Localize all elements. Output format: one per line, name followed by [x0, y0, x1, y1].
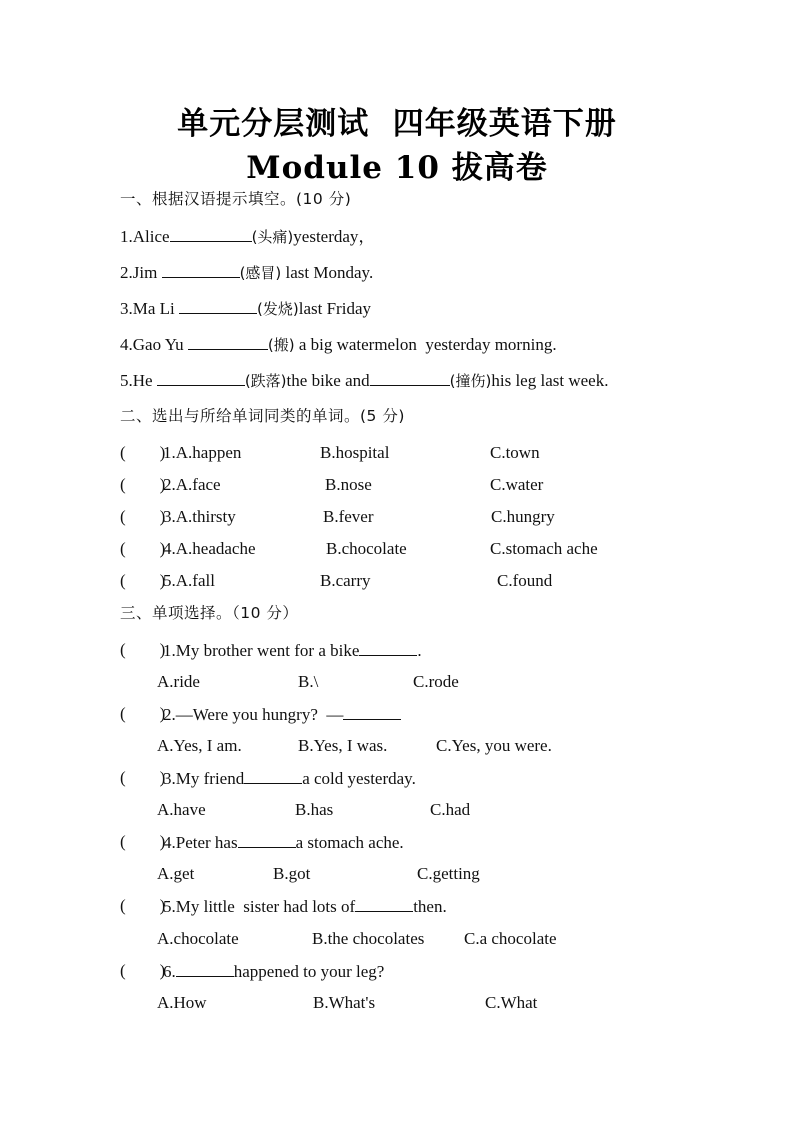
- item-text: his leg last week.: [491, 371, 609, 390]
- answer-blank[interactable]: [170, 225, 252, 242]
- answer-blank[interactable]: [188, 333, 268, 350]
- answer-blank[interactable]: [244, 767, 302, 784]
- answer-paren[interactable]: ( ): [120, 475, 166, 494]
- answer-paren[interactable]: ( ): [120, 961, 166, 980]
- option-c: C.What: [485, 993, 538, 1012]
- option-c: C.hungry: [491, 507, 555, 526]
- hint-text: (头痛): [251, 228, 294, 246]
- item-text: last Friday: [298, 299, 371, 318]
- option-b: B.got: [273, 864, 311, 883]
- answer-paren[interactable]: ( ): [120, 571, 166, 590]
- hint-text: (撞伤): [449, 372, 492, 390]
- answer-paren[interactable]: ( ): [120, 832, 166, 851]
- item-text: 2.Jim: [120, 263, 162, 282]
- answer-blank[interactable]: [343, 703, 401, 720]
- option-b: B.fever: [323, 507, 374, 526]
- option-a: A.How: [157, 993, 207, 1012]
- question-text: then.: [413, 897, 447, 916]
- answer-paren[interactable]: ( ): [120, 896, 166, 915]
- question-6: [163, 960, 384, 983]
- option-b: B.Yes, I was.: [298, 736, 388, 755]
- section1-item-3: [120, 297, 371, 320]
- question-3: [163, 767, 416, 790]
- question-text: 6.: [163, 962, 176, 981]
- option-c: C.found: [497, 571, 553, 590]
- option-a: 4.A.headache: [163, 539, 256, 558]
- hint-text: (感冒): [239, 264, 282, 282]
- option-c: C.rode: [413, 672, 459, 691]
- option-b: B.\: [298, 672, 319, 691]
- answer-paren[interactable]: ( ): [120, 640, 166, 659]
- answer-paren[interactable]: ( ): [120, 704, 166, 723]
- section2-heading: 二、选出与所给单词同类的单词。(5 分): [120, 407, 405, 425]
- question-2: [163, 703, 401, 726]
- item-text: the bike and: [286, 371, 370, 390]
- answer-blank[interactable]: [157, 369, 245, 386]
- question-text: happened to your leg?: [233, 962, 385, 981]
- question-text: .: [417, 641, 422, 660]
- option-c: C.a chocolate: [464, 929, 557, 948]
- option-c: C.town: [490, 443, 540, 462]
- item-text: 5.He: [120, 371, 157, 390]
- question-5: [163, 895, 447, 918]
- question-text: a stomach ache.: [295, 833, 404, 852]
- option-b: B.What's: [313, 993, 376, 1012]
- option-a: 1.A.happen: [163, 443, 242, 462]
- option-b: B.has: [295, 800, 334, 819]
- option-a: 2.A.face: [163, 475, 221, 494]
- item-text: 1.Alice: [120, 227, 170, 246]
- answer-paren[interactable]: ( ): [120, 768, 166, 787]
- worksheet-subtitle: Module 10 拔高卷: [246, 150, 548, 186]
- option-c: C.stomach ache: [490, 539, 598, 558]
- option-b: B.hospital: [320, 443, 390, 462]
- option-a: 3.A.thirsty: [163, 507, 236, 526]
- option-a: A.get: [157, 864, 195, 883]
- option-b: B.chocolate: [326, 539, 407, 558]
- item-text: 4.Gao Yu: [120, 335, 188, 354]
- option-b: B.nose: [325, 475, 372, 494]
- answer-blank[interactable]: [238, 831, 296, 848]
- hint-text: (发烧): [257, 300, 299, 318]
- answer-blank[interactable]: [179, 297, 257, 314]
- hint-text: (跌落): [244, 372, 287, 390]
- section1-item-5: [120, 369, 608, 392]
- option-a: A.ride: [157, 672, 200, 691]
- item-text: last Monday.: [281, 263, 374, 282]
- question-text: 2.—Were you hungry? —: [163, 705, 344, 724]
- answer-paren[interactable]: ( ): [120, 507, 166, 526]
- option-c: C.getting: [417, 864, 480, 883]
- worksheet-title: 单元分层测试 四年级英语下册: [177, 106, 617, 142]
- option-a: 5.A.fall: [163, 571, 215, 590]
- option-c: C.Yes, you were.: [436, 736, 552, 755]
- hint-text: (搬): [267, 336, 295, 354]
- option-c: C.water: [490, 475, 544, 494]
- section1-item-1: [120, 225, 375, 248]
- section1-item-2: [120, 261, 373, 284]
- item-text: yesterday，: [293, 227, 376, 246]
- answer-paren[interactable]: ( ): [120, 539, 166, 558]
- question-1: [163, 639, 422, 662]
- answer-blank[interactable]: [370, 369, 450, 386]
- answer-blank[interactable]: [359, 639, 417, 656]
- item-text: 3.Ma Li: [120, 299, 180, 318]
- question-text: a cold yesterday.: [302, 769, 416, 788]
- question-text: 5.My little sister had lots of: [163, 897, 356, 916]
- answer-paren[interactable]: ( ): [120, 443, 166, 462]
- question-text: 3.My friend: [163, 769, 245, 788]
- answer-blank[interactable]: [176, 960, 234, 977]
- option-a: A.Yes, I am.: [157, 736, 242, 755]
- section1-item-4: [120, 333, 557, 356]
- section3-heading: 三、单项选择。（10 分）: [120, 604, 299, 622]
- answer-blank[interactable]: [162, 261, 240, 278]
- question-4: [163, 831, 404, 854]
- option-b: B.carry: [320, 571, 371, 590]
- question-text: 1.My brother went for a bike: [163, 641, 360, 660]
- item-text: a big watermelon yesterday morning.: [294, 335, 557, 354]
- option-a: A.have: [157, 800, 206, 819]
- answer-blank[interactable]: [355, 895, 413, 912]
- section1-heading: 一、根据汉语提示填空。(10 分): [120, 190, 352, 208]
- option-a: A.chocolate: [157, 929, 239, 948]
- question-text: 4.Peter has: [163, 833, 238, 852]
- option-b: B.the chocolates: [312, 929, 425, 948]
- option-c: C.had: [430, 800, 471, 819]
